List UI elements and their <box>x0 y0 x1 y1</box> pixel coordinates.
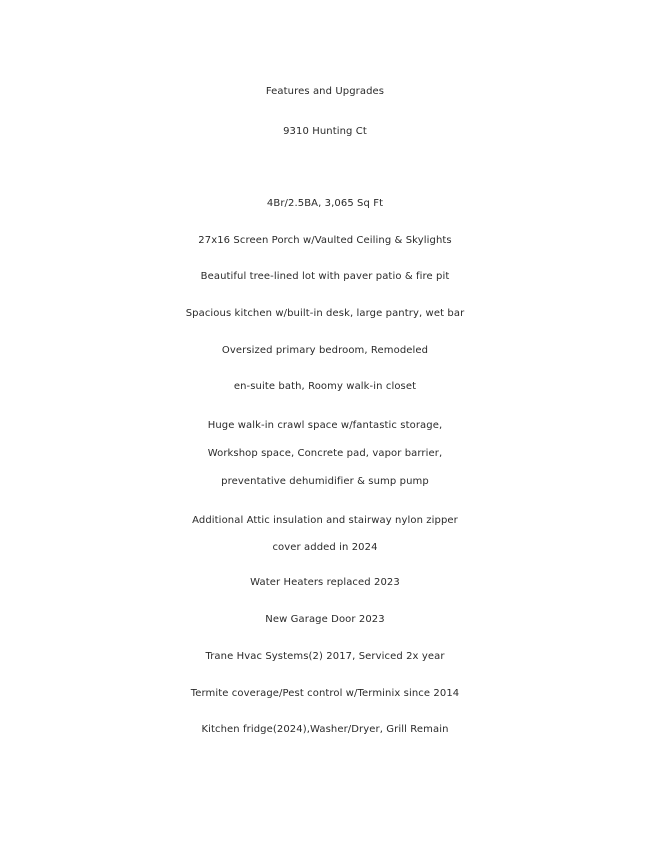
feature-line: Water Heaters replaced 2023 <box>250 577 400 588</box>
feature-line: New Garage Door 2023 <box>265 614 385 625</box>
feature-line: Trane Hvac Systems(2) 2017, Serviced 2x year <box>205 651 445 662</box>
feature-line: Termite coverage/Pest control w/Terminix since 2014 <box>190 688 460 699</box>
feature-line: Kitchen fridge(2024),Washer/Dryer, Grill Remain <box>201 724 449 735</box>
feature-line: cover added in 2024 <box>272 542 378 553</box>
feature-line: Beautiful tree-lined lot with paver patio & fire pit <box>200 271 450 282</box>
feature-line: Spacious kitchen w/built-in desk, large pantry, wet bar <box>185 308 465 319</box>
feature-line: Workshop space, Concrete pad, vapor barrier, <box>207 448 443 459</box>
feature-line: Oversized primary bedroom, Remodeled <box>221 345 429 356</box>
feature-line: Huge walk-in crawl space w/fantastic storage, <box>207 420 443 431</box>
feature-line: en-suite bath, Roomy walk-in closet <box>233 381 417 392</box>
feature-line: Additional Attic insulation and stairway nylon zipper <box>192 515 458 526</box>
page-title: Features and Upgrades <box>265 86 385 97</box>
feature-line: 4Br/2.5BA, 3,065 Sq Ft <box>266 198 384 209</box>
property-address: 9310 Hunting Ct <box>283 126 367 137</box>
feature-line: 27x16 Screen Porch w/Vaulted Ceiling & Skylights <box>198 235 452 246</box>
feature-line: preventative dehumidifier & sump pump <box>221 476 429 487</box>
